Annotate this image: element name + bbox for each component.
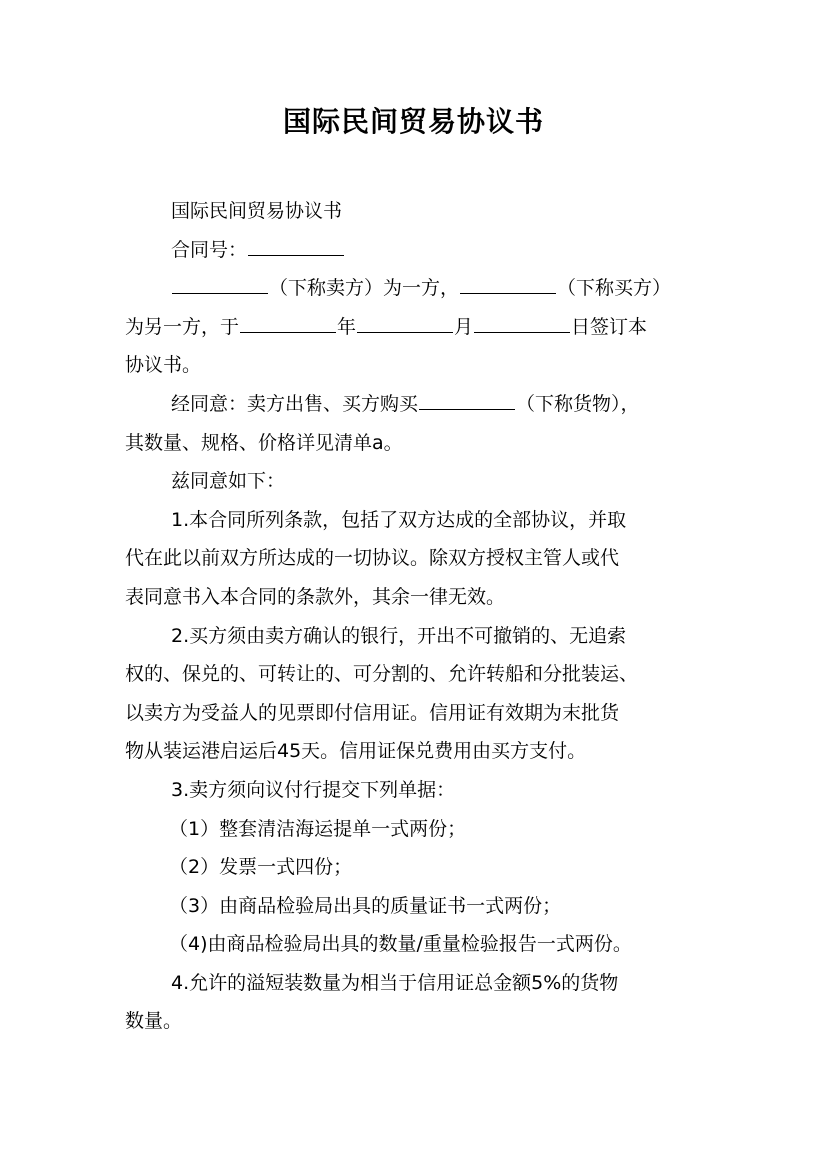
year-label: 年: [337, 315, 357, 338]
clause-3-item-1-text: （1）整套清洁海运提单一式两份；: [169, 817, 467, 840]
clause-1-line-2: [125, 539, 710, 578]
clause-3-item-2: [125, 848, 710, 887]
contract-number-line: [125, 231, 710, 270]
intro-line-3-text: 协议书。: [125, 354, 202, 377]
month-label: 月: [454, 315, 474, 338]
clause-2-text-1: 2.买方须由卖方确认的银行，开出不可撤销的、无追索: [171, 624, 627, 647]
buyer-name-blank: [460, 273, 556, 294]
day-signed-label: 日签订本: [571, 315, 648, 338]
clause-1-text-1: 1.本合同所列条款，包括了双方达成的全部协议，并取: [171, 508, 627, 531]
subtitle-line: [125, 192, 710, 231]
clause-3-item-3: [125, 887, 710, 926]
clause-1-text-2: 代在此以前双方所达成的一切协议。除双方授权主管人或代: [125, 547, 620, 570]
clause-1-text-3: 表同意书入本合同的条款外，其余一律无效。: [125, 585, 506, 608]
agreement-line-1: [125, 385, 710, 424]
day-blank: [474, 312, 570, 333]
intro-line-2-text: 为另一方，于: [125, 315, 240, 338]
clause-3-item-3-text: （3）由商品检验局出具的质量证书一式两份；: [169, 894, 562, 917]
contract-number-label: 合同号：: [171, 238, 248, 261]
buyer-label: （下称买方）: [557, 277, 672, 300]
goods-label: （下称货物），: [516, 392, 640, 415]
clause-1-line-1: [125, 501, 710, 540]
clause-3-item-2-text: （2）发票一式四份；: [169, 856, 353, 879]
clause-2-text-4: 物从装运港启运后45天。信用证保兑费用由买方支付。: [125, 740, 587, 763]
clause-3-item-1: [125, 810, 710, 849]
document-body: [125, 192, 710, 1041]
clause-3-text-1: 3.卖方须向议付行提交下列单据：: [171, 778, 456, 801]
year-blank: [240, 312, 336, 333]
seller-label: （下称卖方）为一方，: [269, 277, 460, 300]
clause-2-line-2: [125, 655, 710, 694]
clause-4-line-1: [125, 964, 710, 1003]
clause-3-item-4: [125, 925, 710, 964]
goods-blank: [419, 389, 515, 410]
clause-2-text-3: 以卖方为受益人的见票即付信用证。信用证有效期为末批货: [125, 701, 620, 724]
agreed-as-follows-line: [125, 462, 710, 501]
intro-line-3: [125, 346, 710, 385]
intro-line-2: [125, 308, 710, 347]
agreed-as-follows-text: 兹同意如下：: [171, 470, 286, 493]
document-title: 国际民间贸易协议书: [282, 105, 544, 138]
seller-name-blank: [172, 273, 268, 294]
contract-number-blank: [248, 235, 344, 256]
agreement-line-2: [125, 424, 710, 463]
clause-1-line-3: [125, 578, 710, 617]
clause-2-line-4: [125, 732, 710, 771]
subtitle-text: 国际民间贸易协议书: [171, 200, 343, 222]
month-blank: [357, 312, 453, 333]
clause-4-line-2: [125, 1002, 710, 1041]
agreement-line-2-text: 其数量、规格、价格详见清单a。: [125, 431, 403, 454]
clause-3-line-1: [125, 771, 710, 810]
clause-4-text-2: 数量。: [125, 1010, 183, 1033]
intro-line-1: [125, 269, 710, 308]
clause-3-item-4-text: （4)由商品检验局出具的数量/重量检验报告一式两份。: [169, 933, 632, 956]
clause-2-text-2: 权的、保兑的、可转让的、可分割的、允许转船和分批装运、: [125, 663, 639, 686]
agreement-line-1-text: 经同意：卖方出售、买方购买: [171, 392, 419, 415]
clause-4-text-1: 4.允许的溢短装数量为相当于信用证总金额5%的货物: [171, 971, 619, 994]
clause-2-line-3: [125, 694, 710, 733]
clause-2-line-1: [125, 617, 710, 656]
